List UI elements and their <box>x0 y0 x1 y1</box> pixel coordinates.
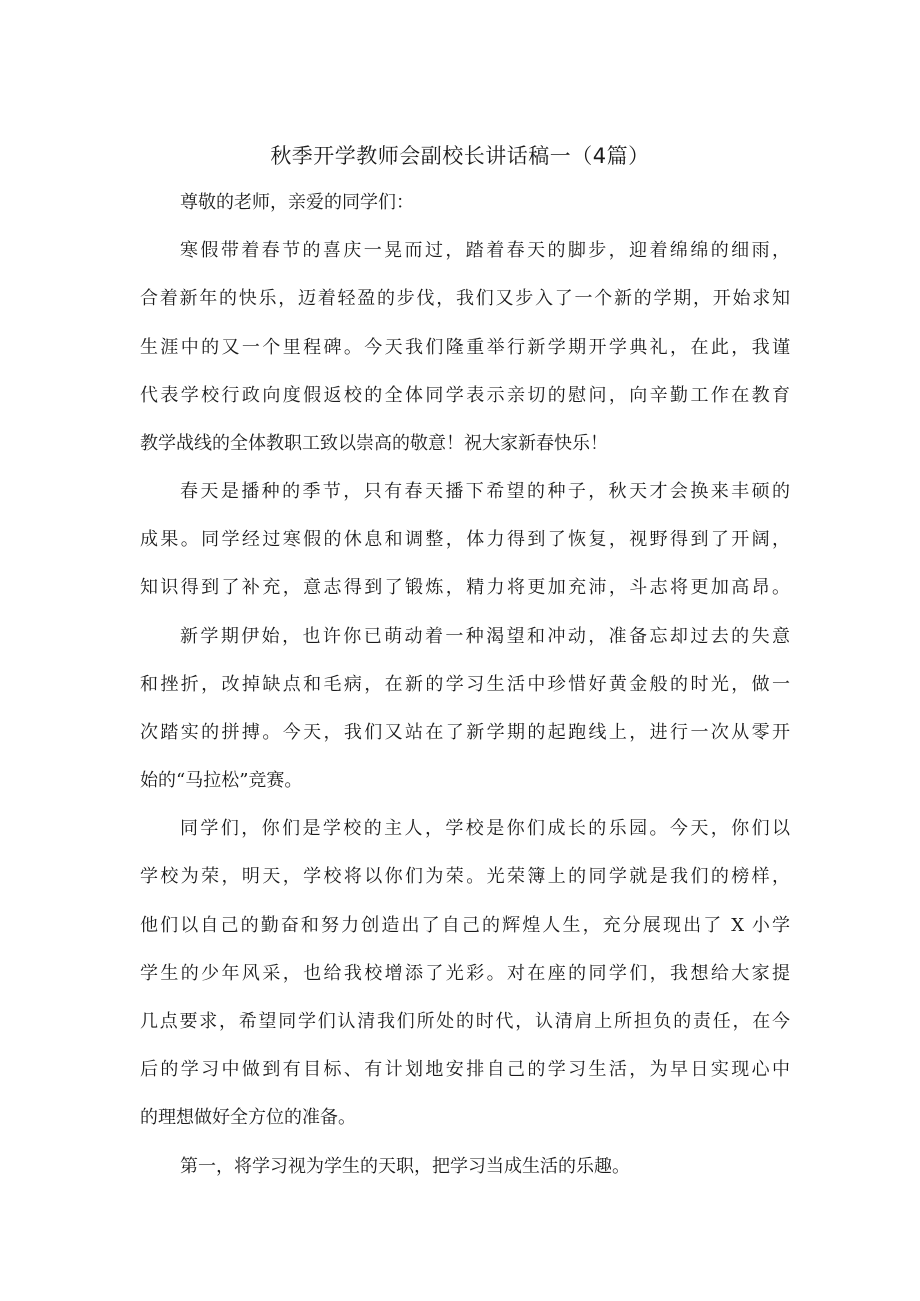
text-line: 的理想做好全方位的准备。 <box>140 1107 356 1128</box>
text-line: 合着新年的快乐，迈着轻盈的步伐，我们又步入了一个新的学期，开始求知 <box>140 288 790 309</box>
greeting: 尊敬的老师，亲爱的同学们： <box>180 192 414 213</box>
text-line: 寒假带着春节的喜庆一晃而过，踏着春天的脚步，迎着绵绵的细雨， <box>180 240 790 261</box>
text-line: 代表学校行政向度假返校的全体同学表示亲切的慰问，向辛勤工作在教育 <box>140 385 790 406</box>
text-line: 后的学习中做到有目标、有计划地安排自己的学习生活，为早日实现心中 <box>140 1059 790 1080</box>
text-line: 几点要求，希望同学们认清我们所处的时代，认清肩上所担负的责任，在今 <box>140 1011 790 1032</box>
text-line: 次踏实的拼搏。今天，我们又站在了新学期的起跑线上，进行一次从零开 <box>140 722 790 743</box>
text-line: 他们以自己的勤奋和努力创造出了自己的辉煌人生，充分展现出了 X 小学 <box>140 915 790 936</box>
text-line: 新学期伊始，也许你已萌动着一种渴望和冲动，准备忘却过去的失意 <box>180 626 790 647</box>
text-line: 知识得到了补充，意志得到了锻炼，精力将更加充沛，斗志将更加高昂。 <box>140 577 790 598</box>
text-line: 学生的少年风采，也给我校增添了光彩。对在座的同学们，我想给大家提 <box>140 963 790 984</box>
text-line: 成果。同学经过寒假的休息和调整，体力得到了恢复，视野得到了开阔， <box>140 529 790 550</box>
text-line: 教学战线的全体教职工致以崇高的敬意！祝大家新春快乐！ <box>140 433 608 454</box>
text-line: 始的“马拉松”竞赛。 <box>140 770 303 791</box>
text-line: 春天是播种的季节，只有春天播下希望的种子，秋天才会换来丰硕的 <box>180 481 790 502</box>
text-line: 同学们，你们是学校的主人，学校是你们成长的乐园。今天，你们以 <box>180 818 790 839</box>
text-line: 生涯中的又一个里程碑。今天我们隆重举行新学期开学典礼，在此，我谨 <box>140 337 790 358</box>
text-line: 和挫折，改掉缺点和毛病，在新的学习生活中珍惜好黄金般的时光，做一 <box>140 674 790 695</box>
page-title: 秋季开学教师会副校长讲话稿一（4篇） <box>270 144 650 168</box>
text-line: 第一，将学习视为学生的天职，把学习当成生活的乐趣。 <box>180 1156 630 1177</box>
text-line: 学校为荣，明天，学校将以你们为荣。光荣簿上的同学就是我们的榜样， <box>140 866 790 887</box>
